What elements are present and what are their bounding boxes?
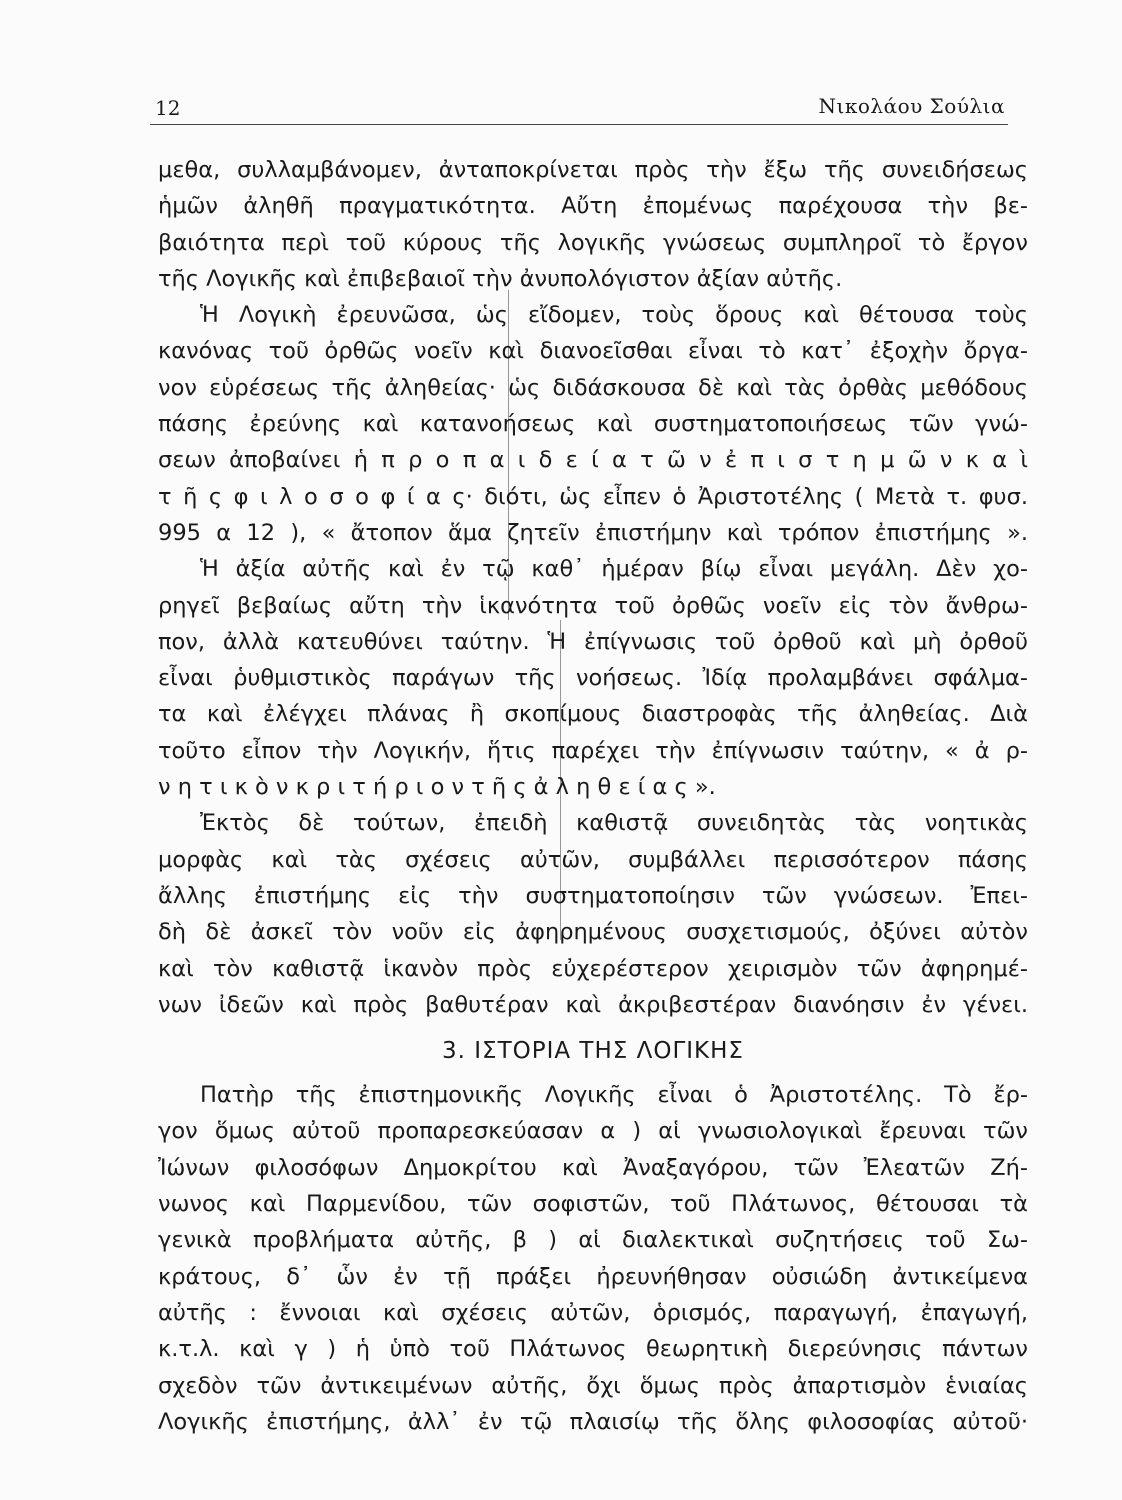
text-line: καὶ τὸν καθιστᾷ ἱκανὸν πρὸς εὐχερέστερον χειρισμὸν τῶν ἀφηρημέ- <box>158 955 1028 982</box>
text-line: γον ὅμως αὐτοῦ προπαρεσκεύασαν α ) αἱ γνωσιολογικαὶ ἔρευναι τῶν <box>158 1118 1028 1145</box>
text-line: ν η τ ι κ ὸ ν κ ρ ι τ ή ρ ι ο ν τ ῆ ς ἀ λ η θ ε ί α ς ». <box>158 774 716 801</box>
text-line: κανόνας τοῦ ὀρθῶς νοεῖν καὶ διανοεῖσθαι εἶναι τὸ κατ᾽ ἐξοχὴν ὄργα- <box>158 338 1028 365</box>
text-line: νον εὑρέσεως τῆς ἀληθείας· ὡς διδάσκουσα δὲ καὶ τὰς ὀρθὰς μεθόδους <box>158 374 1028 401</box>
text-line: πον, ἀλλὰ κατευθύνει ταύτην. Ἡ ἐπίγνωσις τοῦ ὀρθοῦ καὶ μὴ ὀρθοῦ <box>158 628 1028 655</box>
text-line: εἶναι ῥυθμιστικὸς παράγων τῆς νοήσεως. Ἰδίᾳ προλαμβάνει σφάλμα- <box>158 665 1028 692</box>
main-text <box>158 152 1028 1440</box>
text-line: τῆς Λογικῆς καὶ ἐπιβεβαιοῖ τὴν ἀνυπολόγιστον ἀξίαν αὐτῆς. <box>158 265 843 292</box>
text-line: ρηγεῖ βεβαίως αὔτη τὴν ἱκανότητα τοῦ ὀρθῶς νοεῖν εἰς τὸν ἄνθρω- <box>158 592 1028 619</box>
text-line: βαιότητα περὶ τοῦ κύρους τῆς λογικῆς γνώσεως συμπληροῖ τὸ ἔργον <box>158 229 1028 256</box>
text-line: κ.τ.λ. καὶ γ ) ἡ ὑπὸ τοῦ Πλάτωνος θεωρητικὴ διερεύνησις πάντων <box>158 1336 1028 1363</box>
page-header <box>155 90 1005 126</box>
page-number: 12 <box>155 96 181 120</box>
paragraph <box>158 152 1028 297</box>
section-heading: 3. ΙΣΤΟΡΙΑ ΤΗΣ ΛΟΓΙΚΗΣ <box>442 1038 744 1065</box>
paragraph <box>158 1077 1028 1440</box>
text-line: Ἐκτὸς δὲ τούτων, ἐπειδὴ καθιστᾷ συνειδητὰς τὰς νοητικὰς <box>200 810 1028 837</box>
text-line: Ἰώνων φιλοσόφων Δημοκρίτου καὶ Ἀναξαγόρου, τῶν Ἐλεατῶν Ζή- <box>158 1154 1028 1181</box>
text-line: πάσης ἐρεύνης καὶ κατανοήσεως καὶ συστηματοποιήσεως τῶν γνώ- <box>158 411 1028 438</box>
text-line: κράτους, δ᾽ ὧν ἐν τῇ πράξει ἠρευνήθησαν οὐσιώδη ἀντικείμενα <box>158 1263 1028 1290</box>
text-line: μεθα, συλλαμβάνομεν, ἀνταποκρίνεται πρὸς τὴν ἔξω τῆς συνειδήσεως <box>158 157 1028 183</box>
text-line: 995 α 12 ), « ἄτοπον ἅμα ζητεῖν ἐπιστήμην καὶ τρόπον ἐπιστήμης ». <box>158 519 1028 546</box>
text-line: τ ῆ ς φ ι λ ο σ ο φ ί α ς· διότι, ὡς εἶπεν ὁ Ἀριστοτέλης ( Μετὰ τ. φυσ. <box>158 483 1028 510</box>
paragraph <box>158 551 1028 805</box>
text-line: τα καὶ ἐλέγχει πλάνας ἢ σκοπίμους διαστροφὰς τῆς ἀληθείας. Διὰ <box>158 701 1028 728</box>
text-line: ἄλλης ἐπιστήμης εἰς τὴν συστηματοποίησιν τῶν γνώσεων. Ἐπει- <box>158 882 1028 909</box>
text-line: νων ἰδεῶν καὶ πρὸς βαθυτέραν καὶ ἀκριβεστέραν διανόησιν ἐν γένει. <box>158 991 1028 1018</box>
running-head: Νικολάου Σούλια <box>818 94 1005 118</box>
header-rule <box>150 124 1008 125</box>
text-line: νωνος καὶ Παρμενίδου, τῶν σοφιστῶν, τοῦ Πλάτωνος, θέτουσαι τὰ <box>158 1191 1028 1218</box>
text-line: ἡμῶν ἀληθῆ πραγματικότητα. Αὔτη ἐπομένως παρέχουσα τὴν βε- <box>158 193 1028 220</box>
text-line: μορφὰς καὶ τὰς σχέσεις αὐτῶν, συμβάλλει περισσότερον πάσης <box>158 846 1028 873</box>
text-line: Λογικῆς ἐπιστήμης, ἀλλ᾽ ἐν τῷ πλαισίῳ τῆς ὅλης φιλοσοφίας αὐτοῦ· <box>158 1408 1028 1435</box>
text-line: Πατὴρ τῆς ἐπιστημονικῆς Λογικῆς εἶναι ὁ Ἀριστοτέλης. Τὸ ἔρ- <box>200 1082 1028 1109</box>
text-line: δὴ δὲ ἀσκεῖ τὸν νοῦν εἰς ἀφηρημένους συσχετισμούς, ὀξύνει αὐτὸν <box>158 919 1028 946</box>
text-line: Ἡ ἀξία αὐτῆς καὶ ἐν τῷ καθ᾽ ἡμέραν βίῳ εἶναι μεγάλη. Δὲν χο- <box>200 556 1028 583</box>
text-line: Ἡ Λογικὴ ἐρευνῶσα, ὡς εἴδομεν, τοὺς ὅρους καὶ θέτουσα τοὺς <box>200 302 1028 329</box>
paragraph <box>158 297 1028 551</box>
text-line: τοῦτο εἶπον τὴν Λογικήν, ἥτις παρέχει τὴν ἐπίγνωσιν ταύτην, « ἀ ρ- <box>158 737 1028 764</box>
text-line: γενικὰ προβλήματα αὐτῆς, β ) αἱ διαλεκτικαὶ συζητήσεις τοῦ Σω- <box>158 1227 1028 1254</box>
text-line: σεων ἀποβαίνει ἡ π ρ ο π α ι δ ε ί α τ ῶ ν ἐ π ι σ τ η μ ῶ ν κ α ὶ <box>158 447 1028 474</box>
paragraph <box>158 805 1028 1023</box>
text-line: σχεδὸν τῶν ἀντικειμένων αὐτῆς, ὄχι ὅμως πρὸς ἀπαρτισμὸν ἑνιαίας <box>158 1372 1028 1399</box>
text-line: αὐτῆς : ἔννοιαι καὶ σχέσεις αὐτῶν, ὁρισμός, παραγωγή, ἐπαγωγή, <box>158 1299 1028 1326</box>
